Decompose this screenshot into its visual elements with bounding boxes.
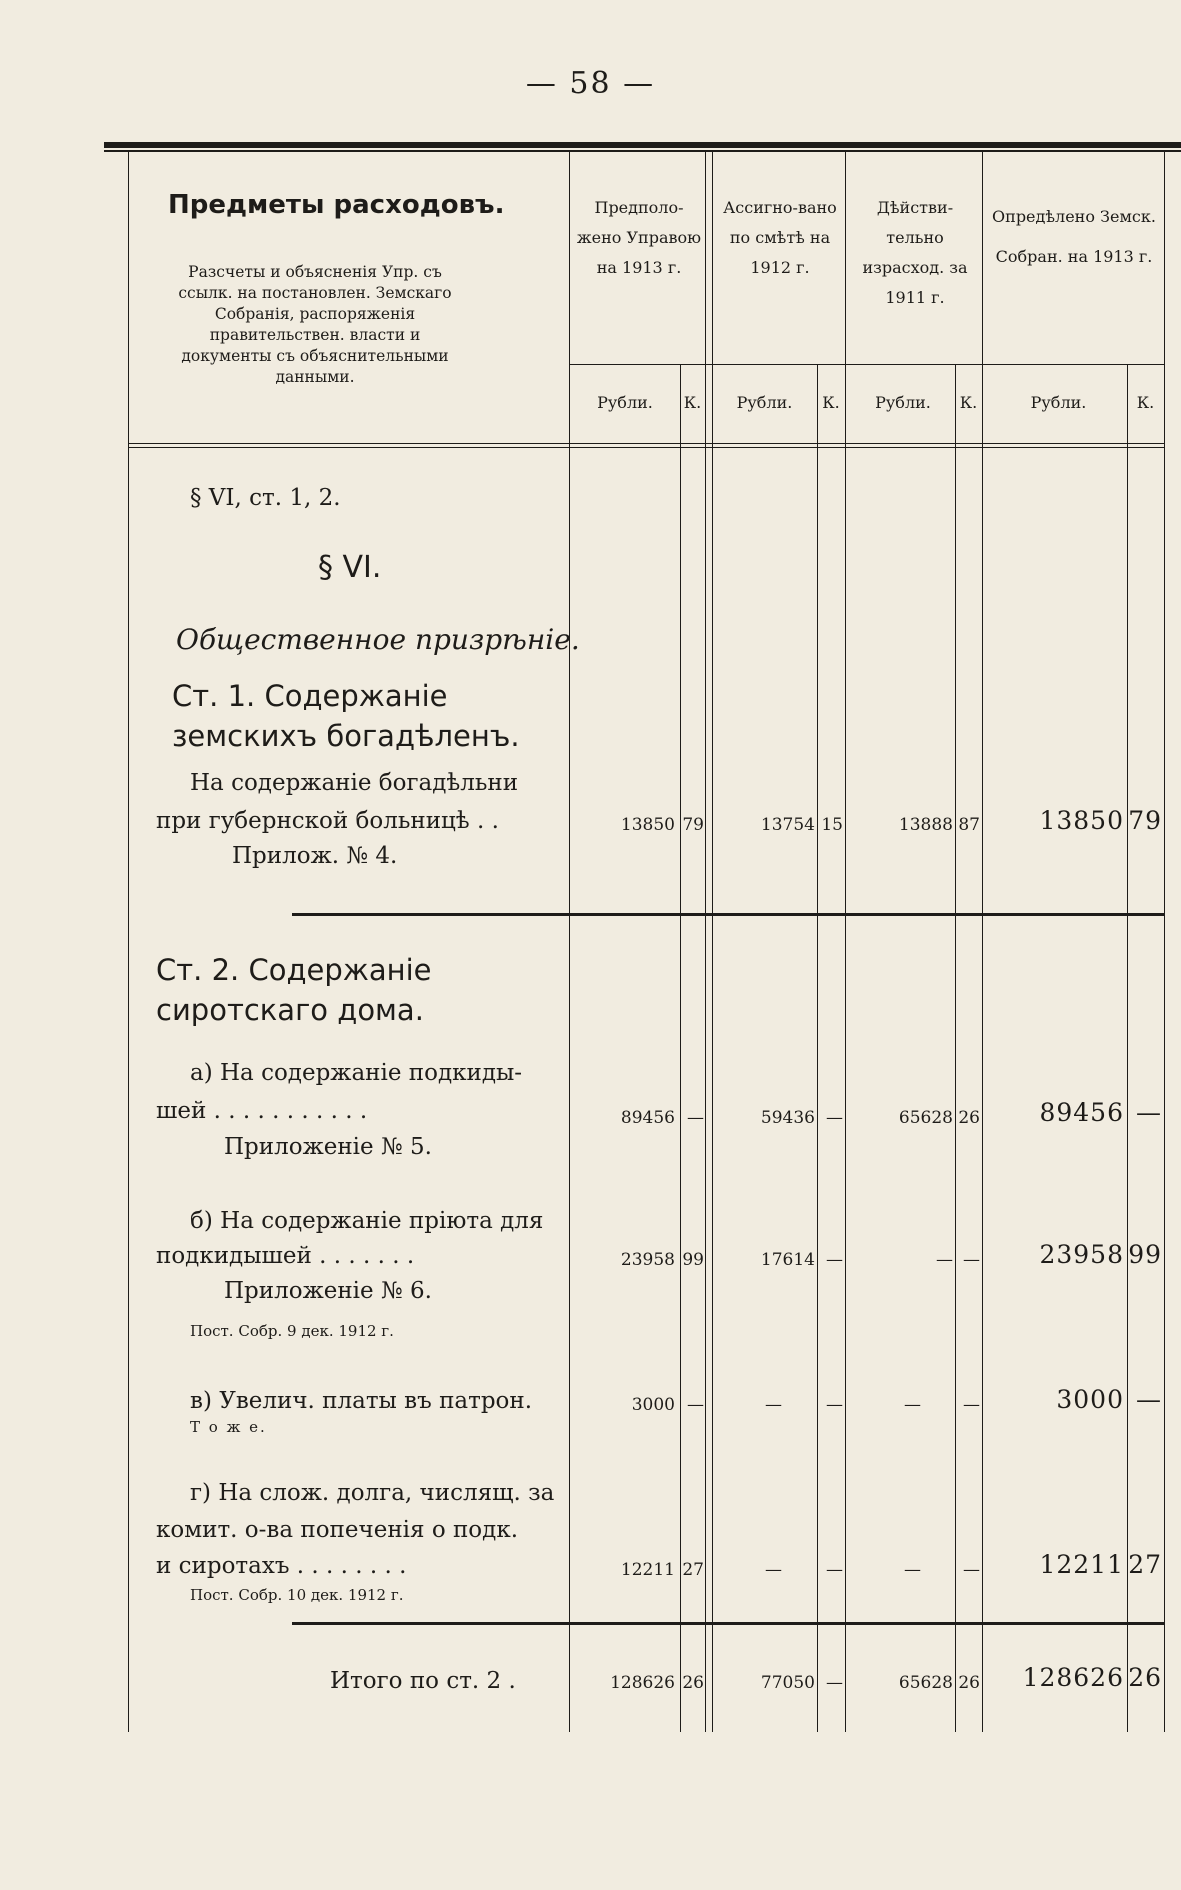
unit-kop-1: К.: [683, 393, 702, 412]
total-spent-kop: 26: [958, 1673, 980, 1693]
row-b-determined-kop: 99: [1128, 1240, 1162, 1269]
separator-total: [292, 1622, 1164, 1625]
row-g-proposed-kop: 27: [682, 1560, 704, 1580]
row-a-proposed-rub: 89456: [620, 1108, 675, 1128]
row-g-assigned-rub: —: [765, 1560, 782, 1580]
page-number: — 58 —: [525, 66, 656, 101]
row-1-determined-kop: 79: [1128, 806, 1162, 835]
row-a-determined-rub: 89456: [1039, 1098, 1124, 1127]
divider-col3: [845, 152, 846, 1732]
article-1-heading: Ст. 1. Содержаніе земскихъ богадѣленъ.: [172, 679, 520, 753]
total-spent-rub: 65628: [898, 1673, 953, 1693]
row-v-proposed-kop: —: [687, 1395, 704, 1415]
divider-col2b: [712, 152, 713, 1732]
row-1-determined-rub: 13850: [1039, 806, 1124, 835]
divider-kop3: [955, 364, 956, 1732]
row-1-assigned-rub: 13754: [760, 815, 815, 835]
row-1-line1: На содержаніе богадѣльни: [190, 770, 519, 796]
row-b-line2: подкидышей . . . . . . .: [156, 1243, 415, 1269]
section-title: Общественное призрѣніе.: [176, 623, 580, 656]
row-g-line2: комит. о-ва попеченія о подк.: [156, 1517, 519, 1543]
unit-rub-3: Рубли.: [875, 393, 931, 412]
row-a-spent-kop: 26: [958, 1108, 980, 1128]
right-border: [1164, 152, 1165, 1732]
header-bottom-line: [128, 443, 1164, 444]
row-b-line3: Приложеніе № 6.: [224, 1278, 432, 1304]
row-v-spent-rub: —: [904, 1395, 921, 1415]
row-g-line1: г) На слож. долга, числящ. за: [190, 1480, 555, 1506]
column-header-determined: Опредѣлено Земск. Собран. на 1913 г.: [992, 207, 1156, 266]
header-subtitle: Разсчеты и объясненія Упр. съ ссылк. на постановлен. Земскаго Собранія, распоряженія правительствен. власти и документы съ объяснительными данными.: [178, 263, 452, 386]
divider-col2: [705, 152, 706, 1732]
row-g-determined-kop: 27: [1128, 1550, 1162, 1579]
row-v-spent-kop: —: [963, 1395, 980, 1415]
row-a-line2: шей . . . . . . . . . . .: [156, 1098, 368, 1124]
row-1-spent-kop: 87: [958, 815, 980, 835]
header-title: Предметы расходовъ.: [168, 190, 505, 220]
row-g-spent-kop: —: [963, 1560, 980, 1580]
row-v-determined-kop: —: [1136, 1385, 1162, 1414]
divider-col4: [982, 152, 983, 1732]
divider-col1: [569, 152, 570, 1732]
row-b-note: Пост. Собр. 9 дек. 1912 г.: [190, 1322, 394, 1340]
row-v-proposed-rub: 3000: [631, 1395, 675, 1415]
row-b-spent-kop: —: [963, 1250, 980, 1270]
column-header-assigned: Ассигно-вано по смѣтѣ на 1912 г.: [723, 198, 837, 277]
section-mark: § VI.: [318, 550, 382, 585]
unit-kop-3: К.: [959, 393, 978, 412]
unit-row-line: [569, 364, 1164, 365]
total-determined-kop: 26: [1128, 1663, 1162, 1692]
row-a-assigned-kop: —: [826, 1108, 843, 1128]
column-header-spent: Дѣйстви-тельно израсход. за 1911 г.: [862, 198, 968, 307]
total-assigned-kop: —: [826, 1673, 843, 1693]
row-g-assigned-kop: —: [826, 1560, 843, 1580]
top-rule: [104, 142, 1181, 148]
row-b-line1: б) На содержаніе пріюта для: [190, 1208, 544, 1234]
divider-kop2: [817, 364, 818, 1732]
row-a-proposed-kop: —: [687, 1108, 704, 1128]
total-determined-rub: 128626: [1022, 1663, 1124, 1692]
unit-rub-4: Рубли.: [1030, 393, 1087, 412]
row-v-line1: в) Увелич. платы въ патрон.: [190, 1388, 533, 1414]
row-a-line1: а) На содержаніе подкиды-: [190, 1060, 523, 1086]
row-b-proposed-kop: 99: [682, 1250, 704, 1270]
row-g-proposed-rub: 12211: [620, 1560, 675, 1580]
row-v-line2: Т о ж е.: [190, 1418, 267, 1436]
total-proposed-rub: 128626: [610, 1673, 675, 1693]
unit-rub-2: Рубли.: [736, 393, 793, 412]
top-rule-thin: [104, 150, 1181, 152]
row-v-assigned-kop: —: [826, 1395, 843, 1415]
row-g-determined-rub: 12211: [1039, 1550, 1124, 1579]
row-a-spent-rub: 65628: [898, 1108, 953, 1128]
unit-kop-4: К.: [1136, 393, 1155, 412]
row-1-proposed-kop: 79: [682, 815, 704, 835]
row-g-note: Пост. Собр. 10 дек. 1912 г.: [190, 1586, 404, 1604]
divider-kop1: [680, 364, 681, 1732]
row-b-determined-rub: 23958: [1039, 1240, 1124, 1269]
row-a-line3: Приложеніе № 5.: [224, 1134, 432, 1160]
row-1-proposed-rub: 13850: [620, 815, 675, 835]
total-assigned-rub: 77050: [760, 1673, 815, 1693]
row-g-spent-rub: —: [904, 1560, 921, 1580]
row-1-line2: при губернской больницѣ . .: [156, 808, 499, 834]
row-v-determined-rub: 3000: [1056, 1385, 1124, 1414]
total-proposed-kop: 26: [682, 1673, 704, 1693]
divider-kop4: [1127, 364, 1128, 1732]
article-2-heading: Ст. 2. Содержаніе сиротскаго дома.: [156, 953, 432, 1027]
row-b-assigned-rub: 17614: [760, 1250, 815, 1270]
row-1-line3: Прилож. № 4.: [232, 843, 398, 869]
column-header-proposed: Предполо-жено Управою на 1913 г.: [576, 198, 702, 277]
section-ref: § VI, ст. 1, 2.: [190, 485, 341, 511]
header-bottom-line2: [128, 447, 1164, 448]
row-b-proposed-rub: 23958: [620, 1250, 675, 1270]
row-a-assigned-rub: 59436: [760, 1108, 815, 1128]
row-b-assigned-kop: —: [826, 1250, 843, 1270]
separator-art1: [292, 913, 1164, 916]
left-border: [128, 152, 129, 1732]
total-label: Итого по ст. 2 .: [330, 1668, 516, 1694]
row-1-assigned-kop: 15: [821, 815, 843, 835]
row-g-line3: и сиротахъ . . . . . . . .: [156, 1553, 407, 1579]
row-a-determined-kop: —: [1136, 1098, 1162, 1127]
row-1-spent-rub: 13888: [898, 815, 953, 835]
unit-kop-2: К.: [822, 393, 840, 412]
row-v-assigned-rub: —: [765, 1395, 782, 1415]
unit-rub-1: Рубли.: [597, 393, 653, 412]
row-b-spent-rub: —: [936, 1250, 953, 1270]
